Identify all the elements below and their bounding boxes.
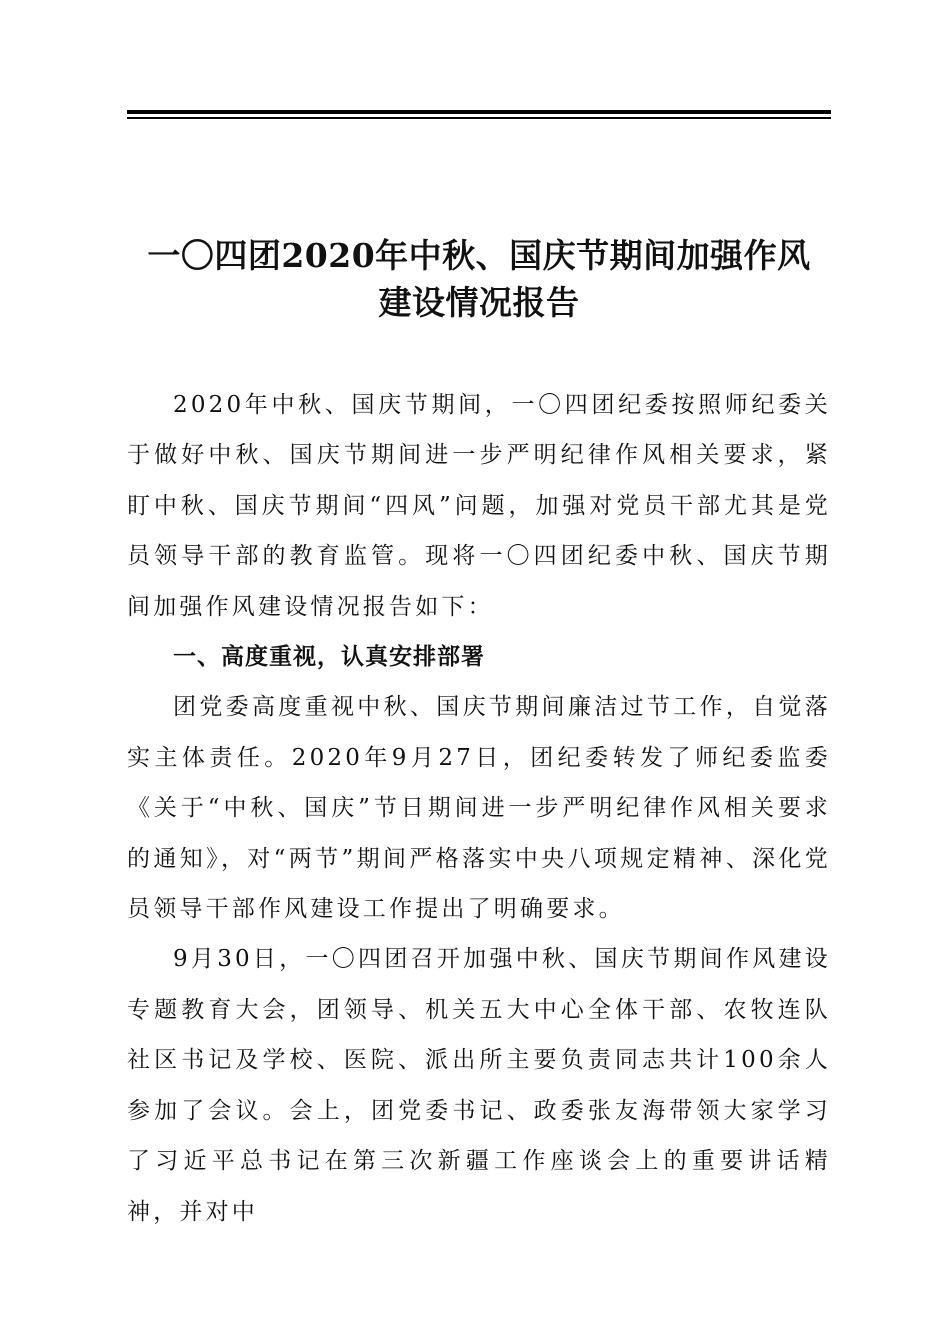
body-paragraph-2: 9月30日，一〇四团召开加强中秋、国庆节期间作风建设专题教育大会，团领导、机关五大中心全体干部、农牧连队社区书记及学校、医院、派出所主要负责同志共计100余人参加了会议。会上，团党委书记、政委张友海带领大家学习了习近平总书记在第三次新疆工作座谈会上的重要讲话精神，并对中 (127, 946, 831, 1225)
title-line-2: 建设情况报告 (378, 283, 580, 322)
header-double-rule-thin (127, 117, 831, 119)
document-body (127, 380, 831, 1237)
body-paragraph-1: 团党委高度重视中秋、国庆节期间廉洁过节工作，自觉落实主体责任。2020年9月27日，团纪委转发了师纪委监委《关于“中秋、国庆”节日期间进一步严明纪律作风相关要求的通知》，对“两节”期间严格落实中央八项规定精神、深化党员领导干部作风建设工作提出了明确要求。 (127, 694, 831, 923)
title-line-1: 一〇四团2020年中秋、国庆节期间加强作风 (147, 236, 811, 275)
section-heading-1: 一、高度重视，认真安排部署 (173, 643, 485, 671)
document-title (127, 232, 831, 326)
header-double-rule-thick (127, 110, 831, 114)
intro-paragraph: 2020年中秋、国庆节期间，一〇四团纪委按照师纪委关于做好中秋、国庆节期间进一步严明纪律作风相关要求，紧盯中秋、国庆节期间“四风”问题，加强对党员干部尤其是党员领导干部的教育监管。现将一〇四团纪委中秋、国庆节期间加强作风建设情况报告如下： (127, 392, 831, 620)
